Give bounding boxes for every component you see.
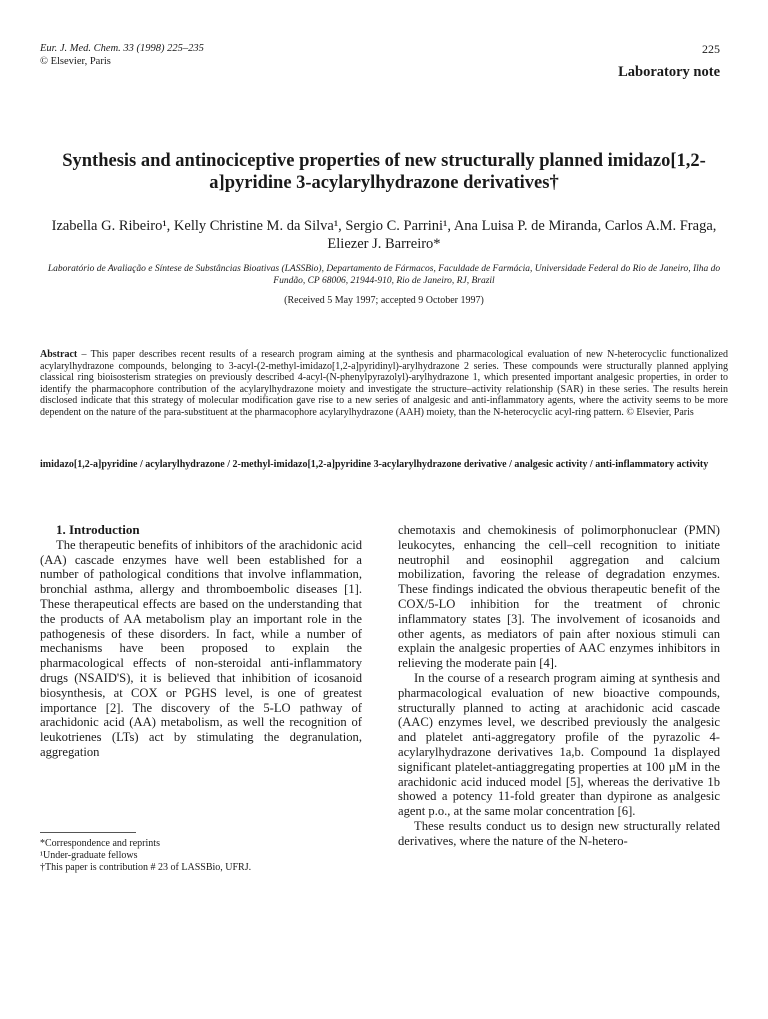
right-paragraph-3: These results conduct us to design new structurally related derivatives, where the nature of the N-hetero- (398, 818, 720, 848)
journal-header (40, 42, 204, 68)
author-list: Izabella G. Ribeiro¹, Kelly Christine M. da Silva¹, Sergio C. Parrini¹, Ana Luisa P. de Miranda, Carlos A.M. Fraga, Eliezer J. Barreiro* (51, 218, 717, 252)
right-paragraph-2: In the course of a research program aiming at synthesis and pharmacological evaluation of new bioactive compounds, structurally planned to acting at arachidonic acid cascade (AAC) enzymes level, we described previously the analgesic and platelet anti-aggregatory profile of the pyrazolic 4-acylarylhydrazone derivatives 1a,b. Compound 1a displayed significant platelet-antiaggregating properties at 100 µM in the arachidonic acid induced model [5], whereas the derivative 1b showed a potency 11-fold greater than dypirone as analgesic agent p.o., at the same molar concentration [6]. (398, 670, 720, 819)
intro-paragraph: The therapeutic benefits of inhibitors of the arachidonic acid (AA) cascade enzymes have well been established for a number of pathological conditions that involve inflammation, bronchial asthma, allergy and thromboembolic diseases [1]. These therapeutical effects are based on the understanding that the products of AA metabolism play an important role in the pathogenesis of these disorders. In fact, while a number of mechanisms have been proposed to explain the pharmacological effects of non-steroidal anti-inflammatory drugs (NSAID'S), it is believed that inhibition of icosanoid biosynthesis, at COX or PGHS level, is one of greatest importance [2]. The discovery of the 5-LO pathway of arachidonic acid (AA) metabolism, as well the recognition of leukotrienes (LTs) act by stimulating the degranulation, aggregation (40, 537, 362, 759)
footnote-contribution: †This paper is contribution # 23 of LASSBio, UFRJ. (40, 862, 252, 873)
footnote-fellows: ¹Under-graduate fellows (40, 850, 138, 861)
publisher-line: © Elsevier, Paris (40, 56, 111, 67)
footnote-divider (40, 832, 136, 833)
received-dates: (Received 5 May 1997; accepted 9 October 1997) (284, 295, 484, 306)
right-paragraph-1: chemotaxis and chemokinesis of polimorphonuclear (PMN) leukocytes, enhancing the cell–cell recognition to initiate neutrophil and eosinophil aggregation and calcium mobilization, favoring the release of degradation enzymes. These findings indicated the obvious therapeutic benefit of the COX/5-LO inhibition for the treatment of chronic inflammatory states [3]. The involvement of icosanoids and other agents, as mediators of pain after noxious stimuli can explain the analgesic properties of AAC enzymes inhibitors in relieving the moderate pain [4]. (398, 523, 720, 671)
footnote-correspondence: *Correspondence and reprints (40, 838, 160, 849)
footnotes (40, 838, 362, 874)
article-title: Synthesis and antinociceptive properties of new structurally planned imidazo[1,2-a]pyridine 3-acylarylhydrazone derivatives† (62, 151, 706, 193)
abstract (40, 349, 728, 419)
abstract-label: Abstract (40, 349, 78, 360)
affiliation: Laboratório de Avaliação e Síntese de Substâncias Bioativas (LASSBio), Departamento de Fármacos, Faculdade de Farmácia, Universidade Federal do Rio de Janeiro, Ilha do Fundão, CP 68006, 21944-910, Rio de Janeiro, RJ, Brazil (47, 264, 721, 286)
abstract-text: – This paper describes recent results of a research program aiming at the synthesis and pharmacological evaluation of new N-heterocyclic functionalized acylarylhydrazone compounds, belonging to 3-acyl-(2-methyl-imidazo[1,2-a]pyridinyl)-arylhydrazone 2 series. These compounds were structurally planned applying classical ring bioisosterism strategies on previously described 4-acyl-(N-phenylpyrazolyl)-arylhydrazone 1, which presented important analgesic properties, in order to identify the pharmacophore contribution of the acylarylhydrazone moiety and investigate the structure–activity relationship (SAR) in these series. The results herein disclosed indicate that this strategy of molecular modification gave rise to a new series of analgesic and anti-inflammatory agents, where the activity seems to be more dependent on the nature of the para-substituent at the pharmacophore acylarylhydrazone (AAH) moiety, than the N-heterocyclic acyl-ring pattern. © Elsevier, Paris (40, 349, 728, 418)
page-header-right (618, 42, 720, 81)
right-column (398, 523, 720, 849)
journal-citation: Eur. J. Med. Chem. 33 (1998) 225–235 (40, 43, 204, 54)
section-title: 1. Introduction (56, 522, 140, 537)
article-type: Laboratory note (618, 64, 720, 80)
left-column (40, 523, 362, 760)
keywords: imidazo[1,2-a]pyridine / acylarylhydrazone / 2-methyl-imidazo[1,2-a]pyridine 3-acylarylhydrazone derivative / analgesic activity / anti-inflammatory activity (40, 459, 709, 470)
page-number: 225 (702, 42, 720, 56)
